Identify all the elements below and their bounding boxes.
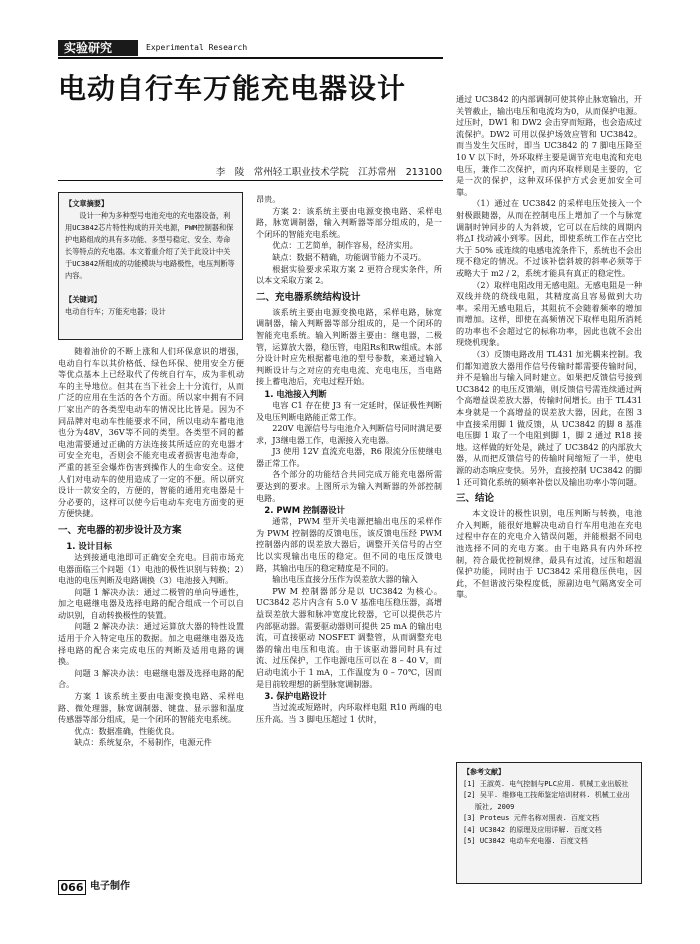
abstract-heading: 【文章摘要】 [65, 199, 109, 208]
paragraph: 根据实验要求采取方案 2 更符合现实条件，所以本文采取方案 2。 [256, 263, 442, 286]
header-rule [58, 57, 443, 59]
references-heading: 【参考文献】 [463, 768, 505, 776]
abstract-box [58, 192, 243, 340]
paragraph: 方案 2：该系统主要由电源变换电路、采样电路，脉宽调制器，输入判断器等部分组成的，是一个闭环的智能充电系统。 [256, 205, 442, 239]
paragraph: 通过 UC3842 的内部调制可使其停止脉宽输出，开关管截止，输出电压和电流均为0，从而保护电源。过压时，DW1 和 DW2 会击穿而短路，也会造成过流保护。DW2 可用以保护场效应管和 UC3842。而当发生欠压时，即当 UC3842 的 7 脚电压降至 10 V 以下时，外环取样主要是调节充电电流和充电电压，兼作二次保护，而内环取样则是主要的，它是一次的保护，这种双环保护方式会更加安全可靠。 [456, 94, 642, 197]
section-heading: 二、充电器系统结构设计 [256, 291, 361, 303]
paragraph: 问题 2 解决办法：通过运算放大器的特性设置适用于介入特定电压的数据。加之电磁继电器及选择电路的配合来完成电压的判断及适用电路的调换。 [58, 621, 244, 667]
page-number: 066 [58, 880, 86, 895]
column-1 [58, 346, 244, 878]
subsection-heading: 1. 设计目标 [66, 540, 112, 551]
abstract-text: 设计一种为多种型号电池充电的充电器设备，利用UC3842芯片特性构成的开关电源，PWM控制器和保护电路组成的具有多功能、多型号稳定、安全、寿命长等特点的充电器。本文着重介绍了关于此设计中关于UC3842所组成的功能模块与电路极性，电压判断等内容。 [65, 211, 235, 280]
reference-item: [5] UC3842 电动车充电器. 百度文档 [463, 837, 588, 845]
subsection-heading: 1. 电池接入判断 [264, 388, 327, 399]
section-tag-en: Experimental Research [146, 43, 248, 52]
paragraph: 方案 1 该系统主要由电源变换电路、采样电路、微处理器，脉宽调制器、键盘、显示器和温度传感器等部分组成，是一个闭环的智能充电系统。 [58, 691, 244, 725]
paragraph: PW M 控制器部分是以 UC3842 为核心。UC3842 芯片内含有 5.0 V 基准电压稳压器，高增益误差放大器和脉冲宽度比较器，它可以提供芯片内部驱动器。需要驱动器则可提供 25 mA 的输出电流，可直接驱动 NOSFET 调整管，从而调整充电器的输出电压和电流。由于该驱动器同时具有过流、过压保护，工作电源电压可以在 8 – 40 V，而启动电流小于 1 mA，工作温度为 0 – 70℃，因而是目前较理想的新型脉宽调制器。 [256, 585, 442, 689]
paragraph: J3 使用 12V 直流充电器，R6 限流分压使继电器正常工作。 [256, 446, 442, 468]
reference-item: [2] 吴平. 维修电工技师鉴定培训材料. 机械工业出版社, 2009 [463, 791, 630, 811]
paragraph: 220V 电源信号与电池介入判断信号同时满足要求，J3继电器工作，电源接入充电器。 [256, 423, 442, 445]
magazine-name: 电子制作 [90, 881, 130, 892]
paragraph: 输出电压直接分压作为误差放大器的输入 [272, 574, 418, 585]
paragraph: 优点：数据准确，性能优良。 [74, 725, 180, 736]
paragraph: 缺点：系统复杂，不易制作，电源元件 [74, 737, 212, 748]
reference-item: [4] UC3842 的原理及应用详解. 百度文档 [463, 825, 602, 834]
section-heading: 一、充电器的初步设计及方案 [58, 524, 182, 536]
section-tag: 实验研究 [58, 40, 138, 56]
paragraph: 本文设计的极性识别，电压判断与转换，电池介入判断，能很好地解决电动自行车用电池在充电过程中存在的充电介入错误问题，并能根据不同电池选择不同的充电方案。由于电路具有内外环控制，符合最优控制规律，最具有过流，过压和超温保护功能，同时由于 UC3842 采用稳压供电，因此，不但谐波污染程度低，原副边电气隔离安全可靠。 [456, 508, 642, 600]
reference-item: [1] 王淑英. 电气控制与PLC应用. 机械工业出版社 [463, 779, 629, 788]
subsection-heading: 3. 保护电路设计 [264, 691, 327, 702]
reference-item: [3] Proteus 元件名称对照表. 百度文档 [463, 814, 600, 822]
article-title: 电动自行车万能充电器设计 [58, 72, 407, 105]
paragraph: 各个部分的功能结合共同完成万能充电器所需要达到的要求。上图所示为输入判断器的外部控制电路。 [256, 469, 442, 503]
paragraph: 问题 1 解决办法：通过二极管的单向导通性，加之电磁继电器及选择电路的配合组成一个可以自动识别，自动转换极性的装置。 [58, 586, 244, 620]
byline-rule [58, 180, 443, 181]
paragraph: （1）通过在 UC3842 的采样电压处接入一个射极跟随器，从而在控制电压上增加了一个与脉宽调制时钟同步的人为斜坡，它可以在后续的周期内将△I 找动减小到零。因此，即使系统工作在占空比大于 50% 或连续的电感电流条件下，系统也不会出现不稳定的情况。不过该补偿斜坡的斜率必须等于或略大于 m2 / 2，系统才能具有真正的稳定性。 [456, 198, 642, 278]
paragraph: 电容 C1 存在使 J3 有一定延时，保证极性判断及电压判断电路能正常工作。 [256, 399, 442, 422]
section-heading: 三、结论 [456, 493, 495, 505]
paragraph: 缺点：数据不精确，功能调节能力不灵巧。 [272, 251, 426, 262]
paragraph: 优点：工艺简单，制作容易，经济实用。 [272, 240, 418, 251]
paragraph: 达到接通电池即可正确安全充电。目前市场充电器面临三个问题（1）电池的极性识别与转换；2）电池的电压判断及电路调换（3）电池接入判断。 [58, 551, 244, 586]
column-2 [256, 194, 442, 878]
references-box [456, 762, 642, 884]
column-3 [456, 94, 642, 758]
paragraph: 通常，PWM 型开关电源把输出电压的采样作为 PWM 控制器的反馈电压，该反馈电压经 PWM 控制器内部的误差放大器后，调整开关信号的占空比以实现输出电压的稳定。但不同的电压反馈电路，其输出电压的稳定精度是不同的。 [256, 516, 442, 573]
paragraph: 昂贵。 [256, 194, 281, 204]
paragraph: （3）反馈电路改用 TL431 加光耦来控制。我们都知道放大器用作信号传输时都需要传输时间，并不是输出与输入同时建立。如果把反馈信号接到 UC3842 的电压反馈端，则反馈信号需连续通过两个高增益误差放大器，传输时间增长。由于 TL431 本身就是一个高增益的误差放大器，因此，在图 3 中直接采用脚 1 做反馈，从 UC3842 的脚 8 基准电压脚 1 取了一个电阻到脚 1，脚 2 通过 R18 接地。这样做的好处是，跳过了 UC3842 的内部放大器，从而把反馈信号的传输时间缩短了一半，使电源的动态响应变快。另外，直接控制 UC3842 的脚 1 还可简化系统的频率补偿以及输出功率小等问题。 [456, 349, 642, 487]
paragraph: 随着油价的不断上涨和人们环保意识的增强，电动自行车以其价格低、绿色环保、使用安全方便等优点基本上已经取代了传统自行车，成为非机动车的主导地位。但其在当下社会上十分流行，从而广泛的应用在生活的各个方面。所以家中拥有不同厂家出产的各类型电动车的情况比比皆是。因为不同品牌对电动车性能要求不同，所以电动车蓄电池也分为48V，36V等不同的类型。各类型不同的蓄电池需要通过正确的方法连接其所适应的充电器才可安全充电，否则会不能充电或者损害电池寿命，严重的甚至会爆炸伤害到操作人的生命安全。这使人们对电动车的使用造成了一定的不便。所以研究设计一款安全的，方便的，智能的通用充电器是十分必要的，这样可以使今后电动车充电方面变的更方便快捷。 [58, 346, 244, 519]
keywords-text: 电动自行车；万能充电器；设计 [65, 307, 166, 316]
paragraph: 该系统主要由电源变换电路，采样电路，脉宽调制器，输入判断器等部分组成的，是一个闭环的智能充电系统。输入判断器主要由：继电器，二极管，运算放大器，稳压管，电阻Rs和Rw组成。本部分设计时应先根据蓄电池的型号参数，来通过输入判断设计与之对应的充电电流、充电电压，当电路接上蓄电池后，充电过程开始。 [256, 306, 442, 387]
subsection-heading: 2. PWM 控制器设计 [264, 505, 345, 516]
author-byline: 李 陵 常州轻工职业技术学院 江苏常州 213100 [215, 167, 442, 178]
paragraph: （2）取样电阻改用无感电阻。无感电阻是一种双线并绕的绕线电阻，其精度高且容易做到大功率。采用无感电阻后，其阻抗不会随着频率的增加而增加。这样，即使在高频情况下取样电阻所消耗的功率也不会超过它的标称功率，因此也就不会出现烧机现象。 [456, 279, 642, 348]
paragraph: 问题 3 解决办法：电磁继电器及选择电路的配合。 [58, 667, 244, 690]
keywords-heading: 【关键词】 [65, 295, 101, 304]
paragraph: 当过流或短路时，内环取样电阻 R10 两端的电压升高。当 3 脚电压超过 1 伏时， [256, 702, 442, 724]
